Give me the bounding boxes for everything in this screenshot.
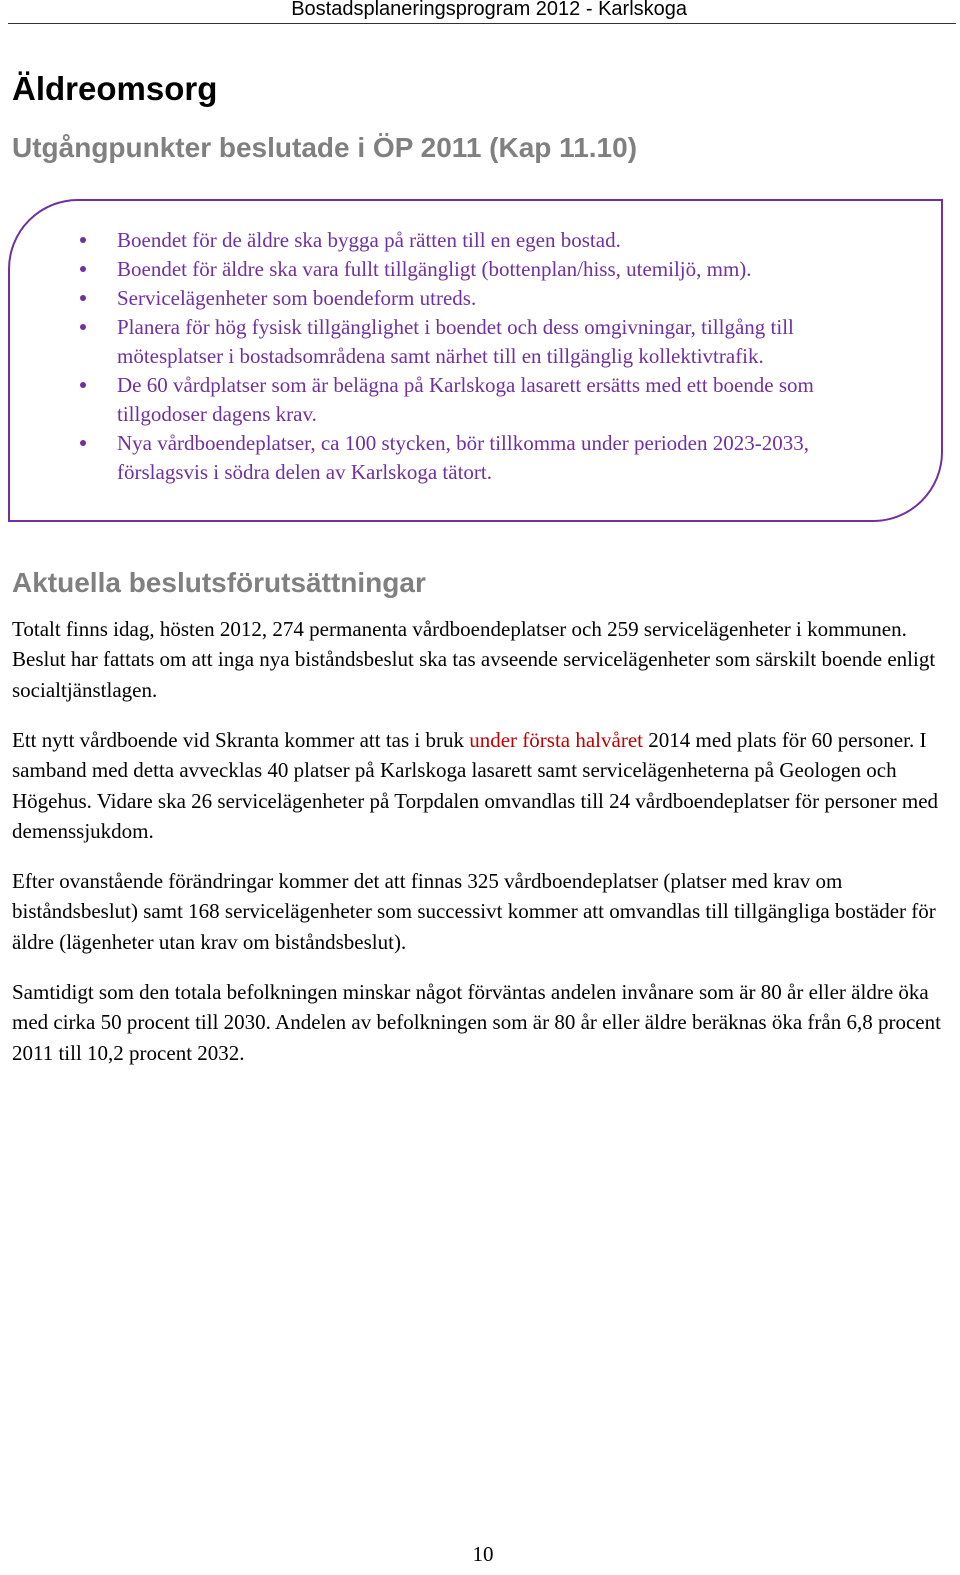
list-item-text: Planera för hög fysisk tillgänglighet i boendet och dess omgivningar, tillgång till mötesplatser i bostadsområdena samt närhet till en tillgänglig kollektivtrafik. [117,315,794,368]
bullet-dot-icon [80,266,86,272]
section-heading-current-conditions: Aktuella beslutsförutsättningar [12,567,426,598]
running-header-title: Bostadsplaneringsprogram 2012 - Karlskoga [291,0,687,20]
list-item-text: Servicelägenheter som boendeform utreds. [117,286,477,310]
list-item [78,255,878,284]
paragraph-current-capacity: Totalt finns idag, hösten 2012, 274 permanenta vårdboendeplatser och 259 servicelägenheter i kommunen. Beslut har fattats om att inga nya biståndsbeslut ska tas avseende servicelägenheter som särskilt boende enligt socialtjänstlagen. [12,617,936,702]
header-divider [8,23,956,24]
bullet-dot-icon [80,382,86,388]
list-item [78,226,878,255]
paragraph-population-trend: Samtidigt som den totala befolkningen minskar något förväntas andelen invånare som är 80 år eller äldre öka med cirka 50 procent till 2030. Andelen av befolkningen som är 80 år eller äldre beräknas öka från 6,8 procent 2011 till 10,2 procent 2032. [12,980,941,1065]
callout-box [8,199,943,522]
list-item [78,313,878,371]
paragraph-text: Ett nytt vårdboende vid Skranta kommer att tas i bruk [12,728,470,752]
list-item [78,371,878,429]
paragraph-after-changes: Efter ovanstående förändringar kommer det att finnas 325 vårdboendeplatser (platser med krav om biståndsbeslut) samt 168 servicelägenheter som successivt kommer att omvandlas till tillgängliga bostäder för äldre (lägenheter utan krav om biståndsbeslut). [12,869,936,954]
highlighted-text: under första halvåret [469,728,643,752]
bullet-dot-icon [80,295,86,301]
list-item [78,284,878,313]
paragraph-skranta [12,725,952,846]
bullet-list [78,226,878,487]
paragraph-text: 2014 med plats för 60 personer. I samband med detta avvecklas 40 platser på Karlskoga lasarett samt servicelägenheterna på Geologen och Högehus. Vidare ska 26 servicelägenheter på Torpdalen omvandlas till 24 vårdboendeplatser för personer med demenssjukdom. [12,728,939,843]
list-item [78,429,878,487]
list-item-text: Nya vårdboendeplatser, ca 100 stycken, bör tillkomma under perioden 2023-2033, förslagsvis i södra delen av Karlskoga tätort. [117,431,809,484]
bullet-dot-icon [80,324,86,330]
list-item-text: Boendet för äldre ska vara fullt tillgängligt (bottenplan/hiss, utemiljö, mm). [117,257,752,281]
running-header [0,0,960,26]
bullet-dot-icon [80,237,86,243]
list-item-text: Boendet för de äldre ska bygga på rätten till en egen bostad. [117,228,621,252]
section-heading-op2011: Utgångpunkter beslutade i ÖP 2011 (Kap 11.10) [12,132,638,163]
list-item-text: De 60 vårdplatser som är belägna på Karlskoga lasarett ersätts med ett boende som tillgodoser dagens krav. [117,373,814,426]
page-number: 10 [472,1542,494,1566]
page-title: Äldreomsorg [12,70,218,107]
bullet-dot-icon [80,440,86,446]
